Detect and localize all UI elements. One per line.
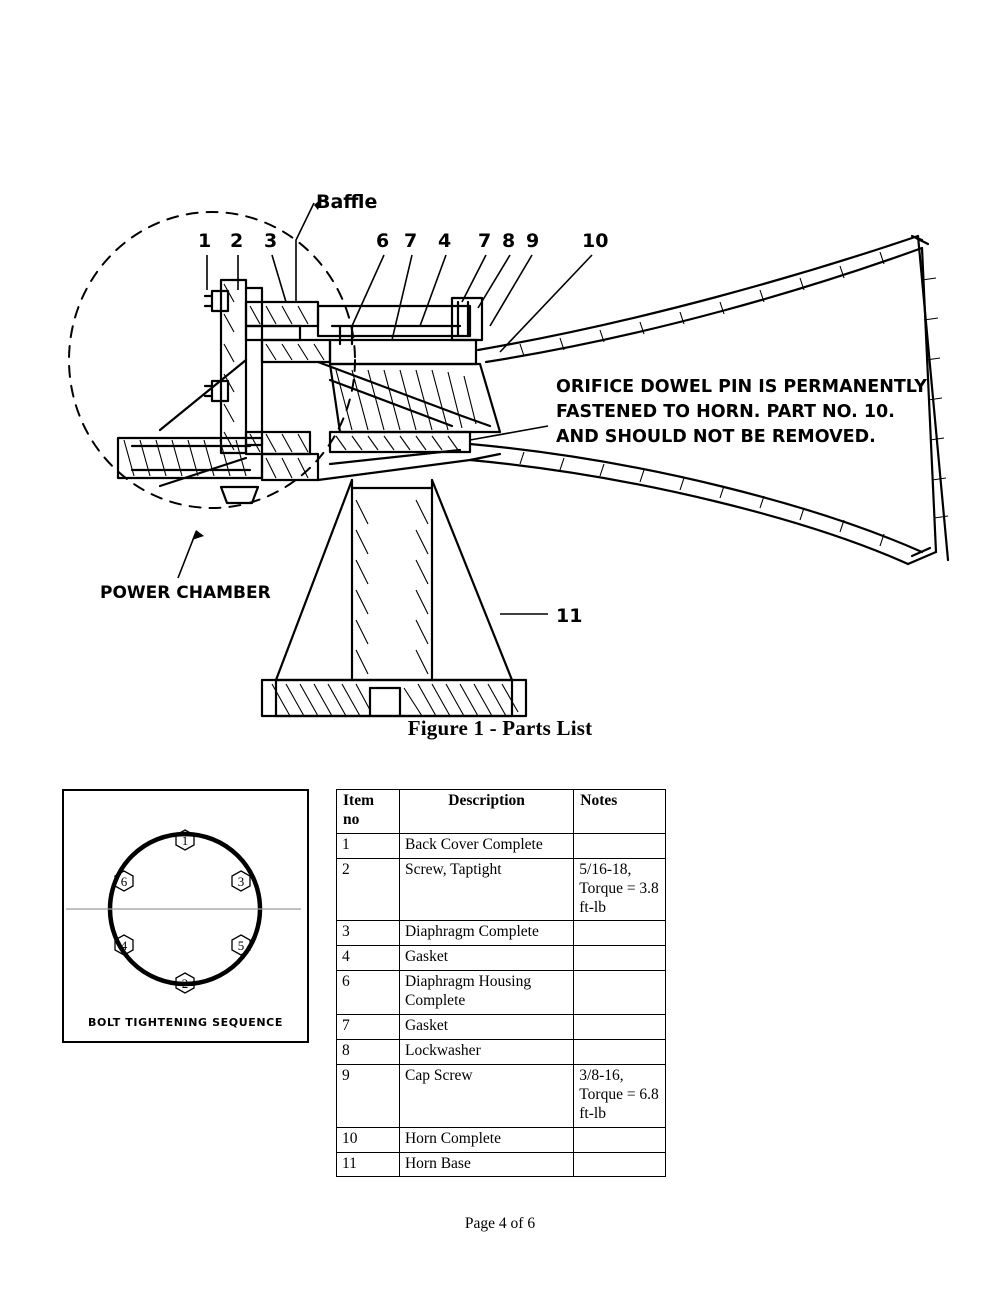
note-line-3: AND SHOULD NOT BE REMOVED. bbox=[556, 427, 876, 447]
cell-item: 1 bbox=[337, 833, 400, 858]
bolt-sequence-diagram bbox=[64, 791, 303, 1037]
horn-cutaway-drawing bbox=[0, 40, 1000, 720]
cell-item: 9 bbox=[337, 1064, 400, 1127]
bolt-tightening-sequence-box bbox=[62, 789, 309, 1043]
note-line-2: FASTENED TO HORN. PART NO. 10. bbox=[556, 402, 895, 422]
note-line-1: ORIFICE DOWEL PIN IS PERMANENTLY bbox=[556, 377, 927, 397]
table-header-row bbox=[337, 790, 666, 834]
callout-10: 10 bbox=[582, 230, 609, 252]
cell-description: Screw, Taptight bbox=[399, 858, 573, 921]
cell-description: Diaphragm Housing Complete bbox=[399, 971, 573, 1015]
table-row bbox=[337, 921, 666, 946]
cell-notes bbox=[574, 1039, 666, 1064]
cell-item: 11 bbox=[337, 1152, 400, 1177]
table-row bbox=[337, 858, 666, 921]
bolt-sequence-caption: BOLT TIGHTENING SEQUENCE bbox=[88, 1016, 283, 1029]
callout-1: 1 bbox=[198, 230, 212, 252]
figure-caption: Figure 1 - Parts List bbox=[407, 716, 593, 740]
table-row bbox=[337, 1039, 666, 1064]
cell-notes bbox=[574, 971, 666, 1015]
label-power-chamber: POWER CHAMBER bbox=[100, 583, 271, 603]
callout-2: 2 bbox=[230, 230, 244, 252]
cell-description: Back Cover Complete bbox=[399, 833, 573, 858]
bolt-label-3: 3 bbox=[237, 874, 245, 889]
cell-item: 7 bbox=[337, 1015, 400, 1040]
cell-notes bbox=[574, 833, 666, 858]
cell-description: Diaphragm Complete bbox=[399, 921, 573, 946]
table-row bbox=[337, 1127, 666, 1152]
table-row bbox=[337, 833, 666, 858]
cell-notes bbox=[574, 1015, 666, 1040]
cell-item: 10 bbox=[337, 1127, 400, 1152]
table-row bbox=[337, 1152, 666, 1177]
callout-7b: 7 bbox=[478, 230, 492, 252]
cell-item: 3 bbox=[337, 921, 400, 946]
callout-9: 9 bbox=[526, 230, 540, 252]
callout-7a: 7 bbox=[404, 230, 418, 252]
cell-item: 8 bbox=[337, 1039, 400, 1064]
page-footer: Page 4 of 6 bbox=[464, 1215, 536, 1232]
cell-item: 2 bbox=[337, 858, 400, 921]
cell-notes: 5/16-18, Torque = 3.8 ft-lb bbox=[574, 858, 666, 921]
figure-illustration bbox=[0, 40, 1000, 720]
cell-notes bbox=[574, 921, 666, 946]
bolt-label-6: 6 bbox=[120, 874, 128, 889]
table-row bbox=[337, 971, 666, 1015]
callout-8: 8 bbox=[502, 230, 516, 252]
cell-description: Horn Complete bbox=[399, 1127, 573, 1152]
parts-list-table bbox=[336, 789, 666, 1177]
bolt-label-1: 1 bbox=[181, 833, 189, 848]
cell-notes bbox=[574, 1152, 666, 1177]
callout-6: 6 bbox=[376, 230, 390, 252]
cell-description: Cap Screw bbox=[399, 1064, 573, 1127]
header-item-no: Item no bbox=[337, 790, 400, 834]
header-description: Description bbox=[399, 790, 573, 834]
cell-description: Gasket bbox=[399, 946, 573, 971]
cell-notes bbox=[574, 1127, 666, 1152]
cell-item: 6 bbox=[337, 971, 400, 1015]
table-row bbox=[337, 1064, 666, 1127]
callout-3: 3 bbox=[264, 230, 278, 252]
cell-description: Horn Base bbox=[399, 1152, 573, 1177]
table-row bbox=[337, 946, 666, 971]
cell-notes: 3/8-16, Torque = 6.8 ft-lb bbox=[574, 1064, 666, 1127]
cell-notes bbox=[574, 946, 666, 971]
bolt-label-4: 4 bbox=[120, 938, 128, 953]
callout-4: 4 bbox=[438, 230, 452, 252]
bolt-label-5: 5 bbox=[237, 938, 245, 953]
cell-description: Lockwasher bbox=[399, 1039, 573, 1064]
cell-item: 4 bbox=[337, 946, 400, 971]
bolt-label-2: 2 bbox=[181, 976, 189, 991]
table-row bbox=[337, 1015, 666, 1040]
header-notes: Notes bbox=[574, 790, 666, 834]
label-baffle: Baffle bbox=[316, 191, 378, 213]
callout-11: 11 bbox=[556, 605, 583, 627]
cell-description: Gasket bbox=[399, 1015, 573, 1040]
